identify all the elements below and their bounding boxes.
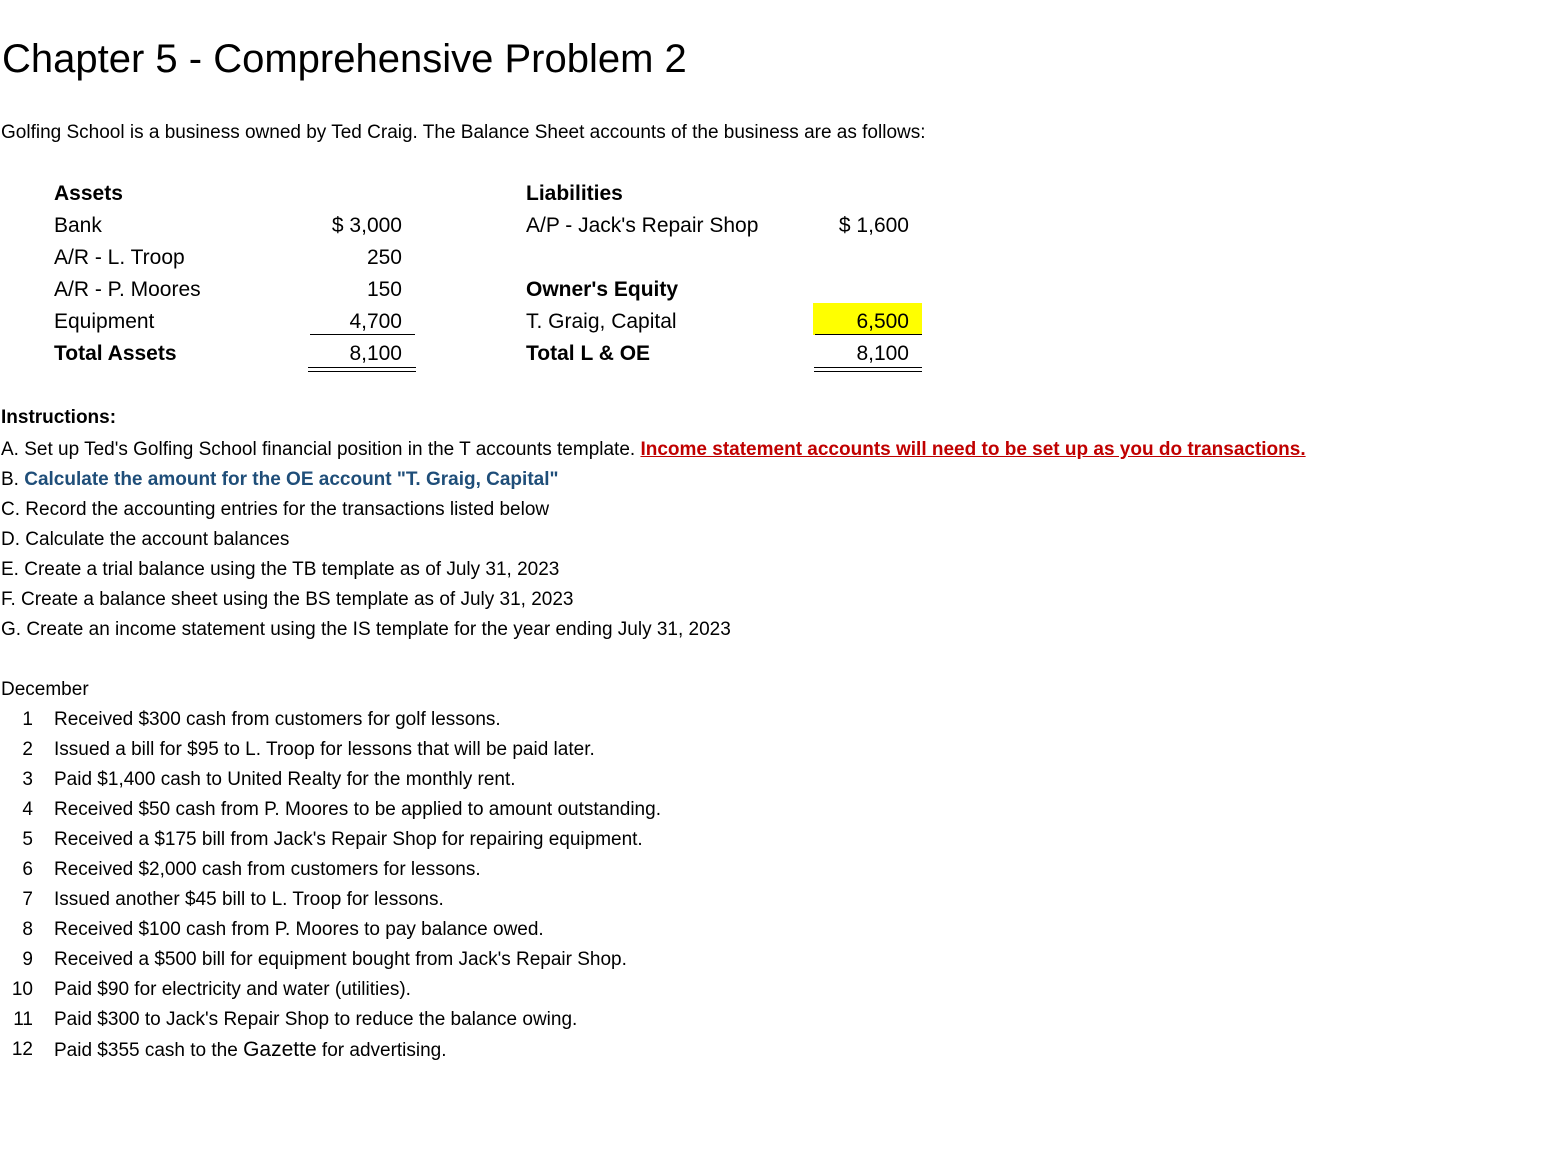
- asset-name: A/R - L. Troop: [54, 246, 185, 269]
- transaction-text-emphasis: Gazette: [243, 1038, 317, 1061]
- transaction-text: Received $100 cash from P. Moores to pay balance owed.: [54, 919, 544, 940]
- instruction-e: E. Create a trial balance using the TB template as of July 31, 2023: [1, 559, 560, 580]
- subtotal-line: [310, 334, 415, 335]
- instructions-header: Instructions:: [1, 407, 117, 428]
- transaction-text: Received a $175 bill from Jack's Repair Shop for repairing equipment.: [54, 829, 643, 850]
- liability-amount: $ 1,600: [838, 214, 909, 237]
- assets-header: Assets: [54, 182, 123, 205]
- transaction-number: 5: [22, 829, 33, 850]
- transaction-text: Received a $500 bill for equipment bought from Jack's Repair Shop.: [54, 949, 627, 970]
- transaction-number: 9: [22, 949, 33, 970]
- equity-amount: 6,500: [856, 310, 909, 333]
- instruction-a-text: A. Set up Ted's Golfing School financial position in the T accounts template.: [1, 439, 641, 460]
- instruction-f: F. Create a balance sheet using the BS template as of July 31, 2023: [1, 589, 574, 610]
- transaction-number: 8: [22, 919, 33, 940]
- subtotal-line: [815, 334, 922, 335]
- equity-header: Owner's Equity: [526, 278, 679, 301]
- transaction-number: 7: [22, 889, 33, 910]
- liability-name: A/P - Jack's Repair Shop: [526, 214, 759, 237]
- transaction-number: 11: [13, 1009, 33, 1030]
- instruction-a: [1, 437, 1306, 463]
- page-title: Chapter 5 - Comprehensive Problem 2: [2, 37, 687, 81]
- instruction-c: C. Record the accounting entries for the transactions listed below: [1, 499, 550, 520]
- transaction-text: Paid $300 to Jack's Repair Shop to reduce the balance owing.: [54, 1009, 578, 1030]
- asset-amount: 150: [366, 278, 402, 301]
- asset-name: Equipment: [54, 310, 155, 333]
- transaction-text: Issued another $45 bill to L. Troop for lessons.: [54, 889, 444, 910]
- asset-amount: 4,700: [349, 310, 402, 333]
- double-underline: [814, 367, 922, 372]
- transaction-number: 3: [22, 769, 33, 790]
- transaction-text: Received $300 cash from customers for golf lessons.: [54, 709, 501, 730]
- double-underline: [308, 367, 416, 372]
- total-l-oe-amount: 8,100: [856, 342, 909, 365]
- transaction-number: 12: [11, 1039, 33, 1060]
- transaction-text-suffix: for advertising.: [316, 1040, 447, 1061]
- instruction-b-emphasis: Calculate the amount for the OE account "T. Graig, Capital": [24, 469, 559, 490]
- instruction-a-emphasis: Income statement accounts will need to be set up as you do transactions.: [640, 439, 1306, 460]
- equity-name: T. Graig, Capital: [526, 310, 677, 333]
- transaction-number: 10: [11, 979, 33, 1000]
- transaction-text: [54, 1037, 447, 1064]
- transaction-number: 2: [22, 739, 33, 760]
- transaction-text: Paid $1,400 cash to United Realty for the monthly rent.: [54, 769, 516, 790]
- asset-amount: 250: [366, 246, 402, 269]
- transaction-number: 4: [22, 799, 33, 820]
- instruction-b-prefix: B.: [1, 469, 25, 490]
- total-assets-amount: 8,100: [349, 342, 402, 365]
- instruction-b: [1, 467, 559, 493]
- total-assets-label: Total Assets: [54, 342, 177, 365]
- transaction-text: Received $50 cash from P. Moores to be applied to amount outstanding.: [54, 799, 661, 820]
- total-l-oe-label: Total L & OE: [526, 342, 651, 365]
- transaction-text-prefix: Paid $355 cash to the: [54, 1040, 244, 1061]
- transaction-text: Received $2,000 cash from customers for lessons.: [54, 859, 481, 880]
- asset-name: A/R - P. Moores: [54, 278, 201, 301]
- transaction-number: 1: [22, 709, 33, 730]
- transactions-month: December: [1, 679, 89, 700]
- liabilities-header: Liabilities: [526, 182, 623, 205]
- transaction-number: 6: [22, 859, 33, 880]
- transaction-text: Issued a bill for $95 to L. Troop for lessons that will be paid later.: [54, 739, 595, 760]
- asset-name: Bank: [54, 214, 102, 237]
- asset-amount: $ 3,000: [331, 214, 402, 237]
- transaction-text: Paid $90 for electricity and water (utilities).: [54, 979, 411, 1000]
- instruction-d: D. Calculate the account balances: [1, 529, 290, 550]
- intro-text: Golfing School is a business owned by Ted Craig. The Balance Sheet accounts of the business are as follows:: [1, 122, 926, 143]
- instruction-g: G. Create an income statement using the IS template for the year ending July 31, 2023: [1, 619, 731, 640]
